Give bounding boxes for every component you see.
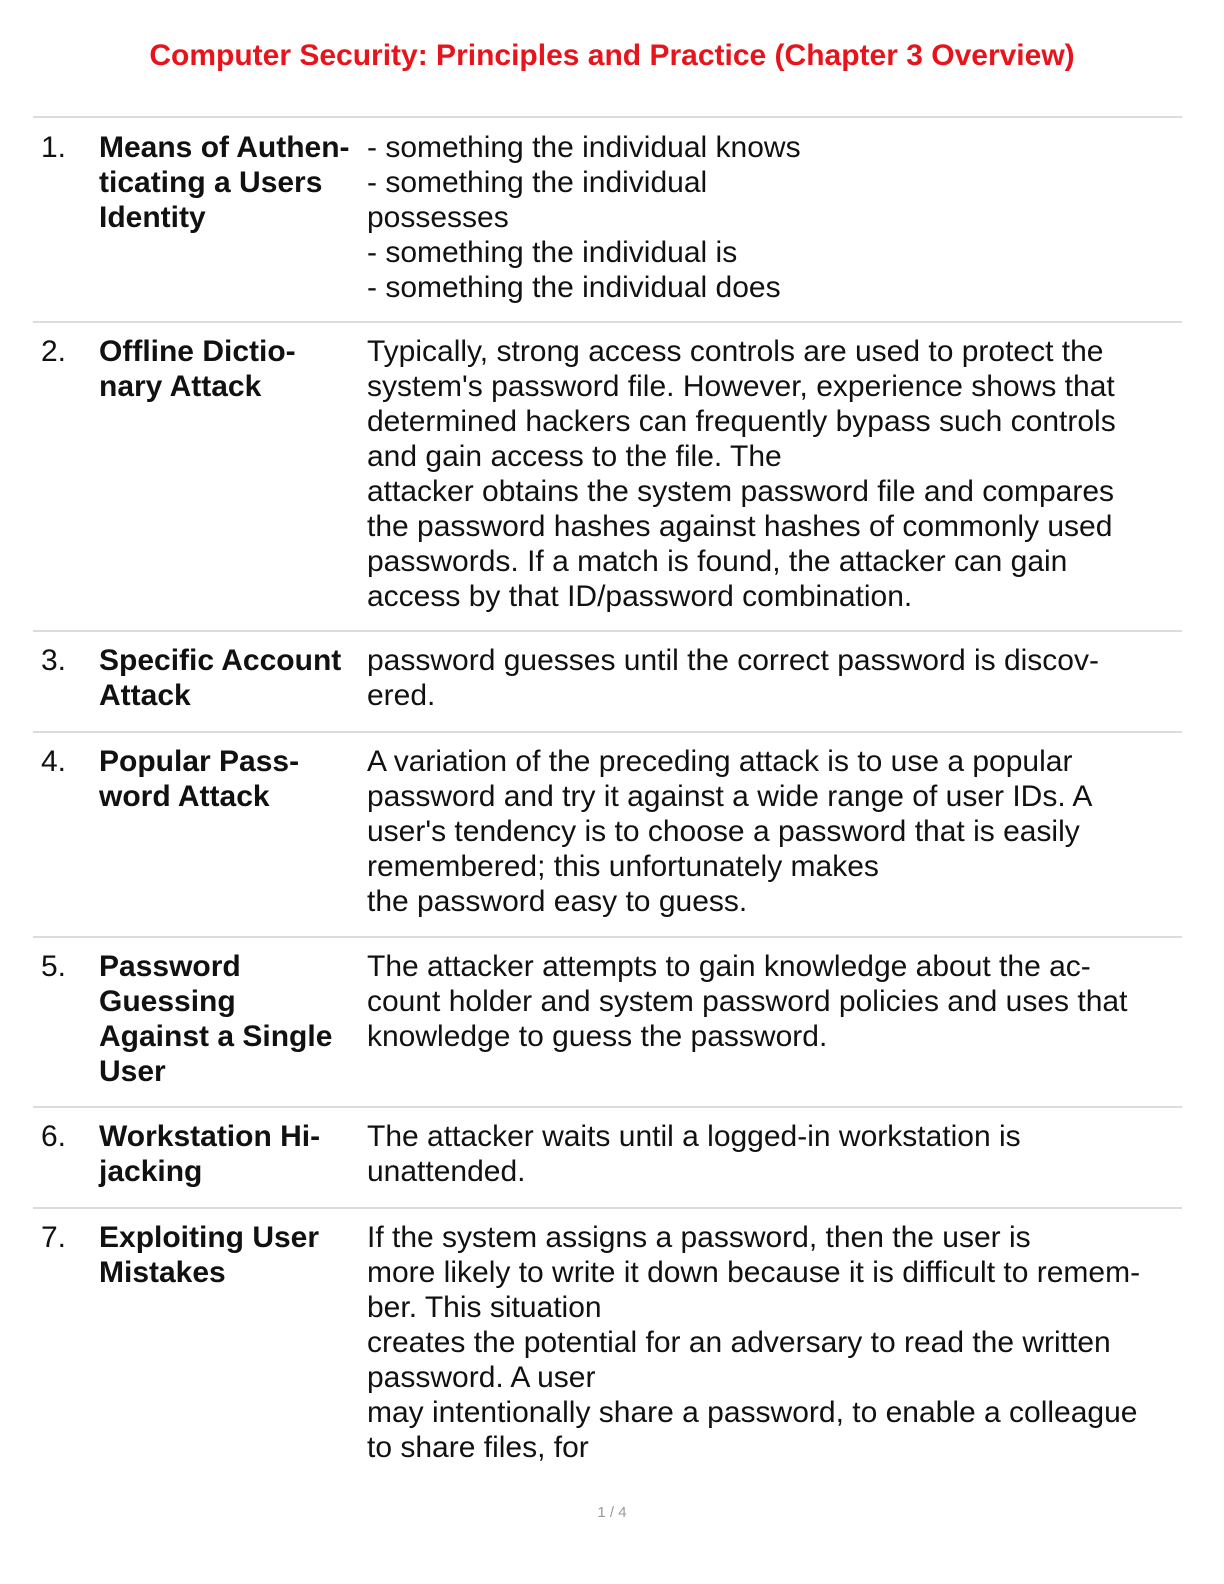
desc-line: - something the individual is [367,236,738,269]
entry-term [99,334,365,404]
entry-row [33,632,1182,733]
entry-row [33,1209,1182,1477]
desc-line: attacker obtains the system password file and compares [367,475,1115,508]
term-line: Specific Account [99,644,342,677]
desc-line: possesses [367,201,509,234]
term-line: jacking [99,1155,203,1188]
entry-row [33,323,1182,632]
desc-line: password guesses until the correct password is discov- [367,644,1099,677]
entry-description [367,130,1182,305]
term-line: User [99,1055,166,1088]
entry-number: 3. [41,644,67,677]
entry-term [99,130,365,235]
term-line: word Attack [99,780,270,813]
entry-description [367,1220,1182,1465]
term-line: Guessing [99,985,236,1018]
entry-number: 1. [41,131,67,164]
desc-line: - something the individual knows [367,131,801,164]
entry-row [33,938,1182,1108]
entry-number: 2. [41,335,67,368]
desc-line: Typically, strong access controls are used to protect the [367,335,1104,368]
desc-line: unattended. [367,1155,526,1188]
desc-line: password. A user [367,1361,596,1394]
term-line: Identity [99,201,206,234]
entry-description [367,334,1182,614]
term-line: nary Attack [99,370,262,403]
entry-number: 6. [41,1120,67,1153]
term-line: Workstation Hi- [99,1120,321,1153]
entry-description [367,949,1182,1054]
term-line: Mistakes [99,1256,226,1289]
desc-line: A variation of the preceding attack is to use a popular [367,745,1073,778]
entry-term [99,949,365,1089]
term-line: Popular Pass- [99,745,300,778]
entry-term [99,1220,365,1290]
entry-description [367,643,1182,713]
desc-line: system's password file. However, experience shows that [367,370,1115,403]
desc-line: may intentionally share a password, to enable a colleague [367,1396,1138,1429]
desc-line: If the system assigns a password, then the user is [367,1221,1031,1254]
entry-term [99,1119,365,1189]
term-line: ticating a Users [99,166,323,199]
entry-number: 4. [41,745,67,778]
page-indicator: 1 / 4 [597,1504,627,1521]
desc-line: remembered; this unfortunately makes [367,850,879,883]
desc-line: access by that ID/password combination. [367,580,913,613]
desc-line: count holder and system password policies and uses that [367,985,1128,1018]
desc-line: and gain access to the file. The [367,440,782,473]
entry-list [33,116,1182,1477]
desc-line: The attacker waits until a logged-in workstation is [367,1120,1021,1153]
term-line: Offline Dictio- [99,335,296,368]
desc-line: passwords. If a match is found, the attacker can gain [367,545,1068,578]
desc-line: the password hashes against hashes of commonly used [367,510,1113,543]
desc-line: knowledge to guess the password. [367,1020,828,1053]
desc-line: - something the individual does [367,271,781,304]
desc-line: ber. This situation [367,1291,602,1324]
desc-line: the password easy to guess. [367,885,748,918]
desc-line: password and try it against a wide range of user IDs. A [367,780,1093,813]
desc-line: determined hackers can frequently bypass such controls [367,405,1116,438]
desc-line: to share files, for [367,1431,589,1464]
entry-description [367,1119,1182,1189]
term-line: Password [99,950,241,983]
entry-description [367,744,1182,919]
desc-line: ered. [367,679,436,712]
entry-row [33,1108,1182,1209]
desc-line: more likely to write it down because it is difficult to remem- [367,1256,1141,1289]
desc-line: - something the individual [367,166,708,199]
term-line: Means of Authen- [99,131,350,164]
entry-number: 5. [41,950,67,983]
term-line: Attack [99,679,191,712]
entry-row [33,118,1182,323]
entry-term [99,744,365,814]
term-line: Exploiting User [99,1221,320,1254]
entry-term [99,643,365,713]
desc-line: user's tendency is to choose a password that is easily [367,815,1080,848]
page-title: Computer Security: Principles and Practice (Chapter 3 Overview) [149,39,1075,72]
desc-line: creates the potential for an adversary to read the written [367,1326,1111,1359]
term-line: Against a Single [99,1020,333,1053]
entry-row [33,733,1182,938]
desc-line: The attacker attempts to gain knowledge about the ac- [367,950,1091,983]
entry-number: 7. [41,1221,67,1254]
